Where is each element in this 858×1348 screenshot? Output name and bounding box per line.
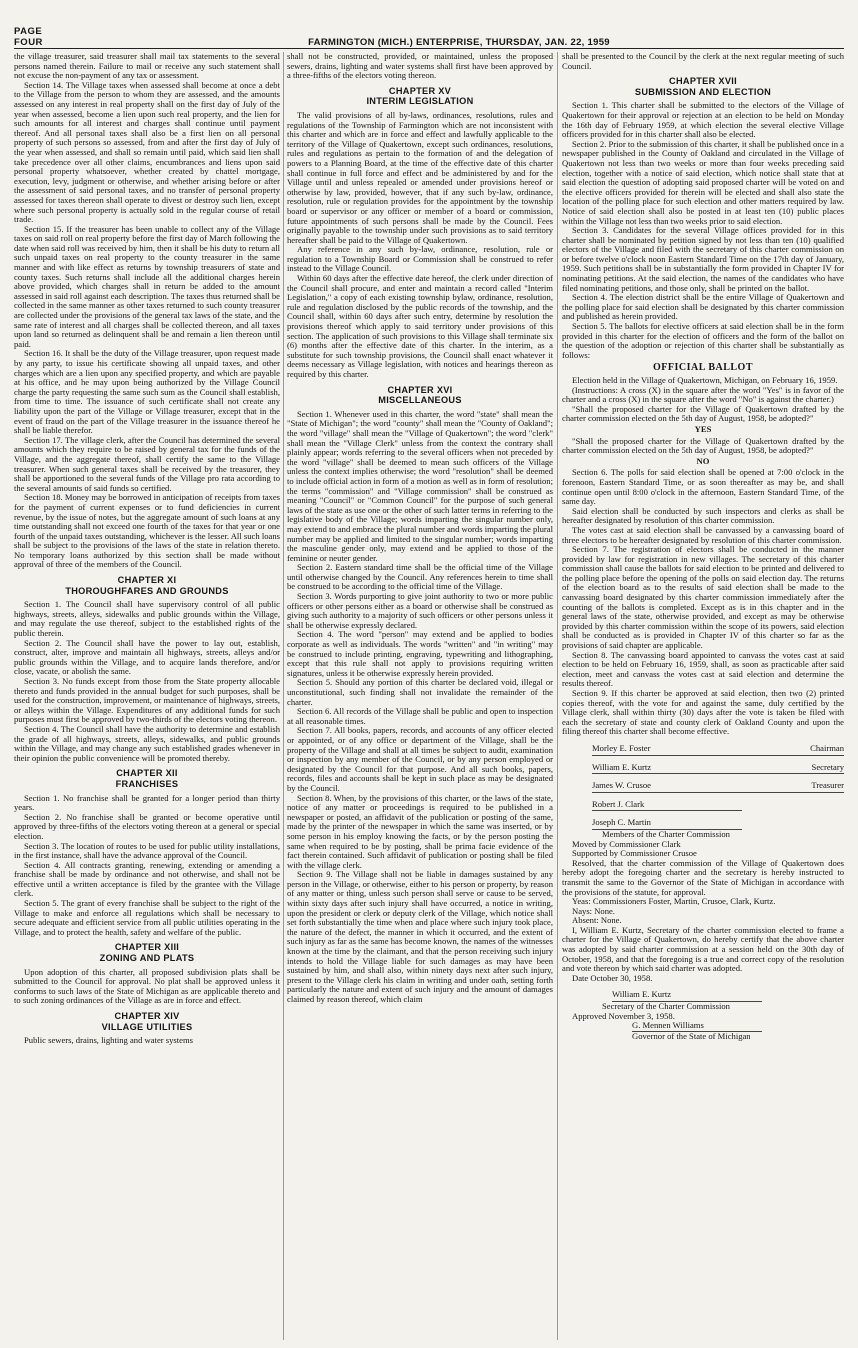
chapter-title: FRANCHISES xyxy=(115,778,179,789)
paragraph: Section 1. This charter shall be submitted to the electors of the Village of Quakertown for their approval or rejection at an election to be held on Monday the 16th day of February 1959, at which election the several elective Village officers provided for in this charter shall also be elected. xyxy=(562,100,844,140)
column-1 xyxy=(14,52,280,1342)
signature-name: William E. Kurtz xyxy=(592,761,652,772)
paragraph: (Instructions: A cross (X) in the square after the word "Yes" is in favor of the charter and a cross (X) in the square after the word "No" is against the charter.) xyxy=(562,384,844,405)
signature-line xyxy=(592,744,844,756)
newspaper-masthead: FARMINGTON (MICH.) ENTERPRISE, THURSDAY, JAN. 22, 1959 xyxy=(308,37,610,48)
moved-line: Moved by Commissioner Clark xyxy=(572,838,681,849)
chapter-title: THOROUGHFARES AND GROUNDS xyxy=(65,585,229,596)
paragraph: Section 8. The canvassing board appointed to canvass the votes cast at said election to be held on February 16, 1959, shall, as soon as practicable after said election, meet and canvass the votes cast at said election and determine the results thereof. xyxy=(562,649,844,689)
chapter-title: INTERIM LEGISLATION xyxy=(366,96,474,107)
paragraph: Section 5. The ballots for elective officers at said election shall be in the form provided in this charter for the election of officers and the form of the ballot on the question of the adoption or rejection of this charter shall be substantially as follows: xyxy=(562,321,844,360)
paragraph: Section 7. All books, papers, records, and accounts of any officer elected or appointed, or of any office or department of the Village, shall be the property of the Village and shall at all times be subject to audit, examination or inspection by any member of the Council, or by any person employed or designated by the Council for that purpose. And all such books, papers, records, files and accounts shall be kept in such place as may be designated by the Council. xyxy=(287,725,553,793)
paragraph: Section 5. The grant of every franchise shall be subject to the right of the Village to make and enforce all regulations which shall be necessary to secure adequate and efficient service from all public utilities operating in the Village, and to protect the health, safety and welfare of the public. xyxy=(14,898,280,937)
chapter-heading: CHAPTER XII xyxy=(116,768,178,779)
date-line: Date October 30, 1958. xyxy=(572,972,653,983)
paragraph: Section 8. When, by the provisions of this charter, or the laws of the state, notice of any matter or proceedings is required to be published in a newspaper or posted, an affidavit of the publication or posting of the same, made by the printer of the newspaper in which the same was inserted, or by some person in his employ knowing the facts, or by the person posting the same when required to be by posting, shall be prima facie evidence of the fact therein contained. Such affidavit of publication or posting shall be filed with the village clerk. xyxy=(287,792,553,870)
signature-name: James W. Crusoe xyxy=(592,780,651,791)
chapter-title: MISCELLANEOUS xyxy=(378,395,462,406)
signature-name: Morley E. Foster xyxy=(592,742,651,753)
signature-role: Secretary xyxy=(811,761,844,772)
section-18: Section 18. Money may be borrowed in anticipation of receipts from taxes for the payment of current expenses or to fund deficiencies in current revenue, by the issue of notes, but the aggregate amount of such loans at any time outstanding shall not exceed one fourth of the taxes for that year or one fourth of the unpaid taxes outstanding, whichever is the lesser. All such loans shall be subject to the provisions of the laws of the state in relation thereto. No temporary loans authorized by this section shall be made without approval of three of the members of the Council. xyxy=(14,492,280,570)
section-16: Section 16. It shall be the duty of the Village treasurer, upon request made by any party, to issue his certificate showing all unpaid taxes, and other charges which are a lien upon any specified property, and which are payable at his office, and he may upon being authorized by the Village Council charge the party requesting the same such sum as the Council shall establish, from time to time. The issuance of such certificate shall not create any liability upon the part of the Village or Village treasurer, except that in the event of fraud on the part of the Village treasurer in the issuance thereof he shall be liable therefor. xyxy=(14,348,280,436)
ballot-heading: OFFICIAL BALLOT xyxy=(652,362,754,374)
chapter-heading: CHAPTER XV xyxy=(388,85,452,96)
paragraph: Section 3. Words purporting to give joint authority to two or more public officers or other persons either as a board or otherwise shall be construed as giving such authority to a majority of such officers or other persons unless it shall be otherwise expressly declared. xyxy=(287,591,553,630)
approved-line: Approved November 3, 1958. xyxy=(572,1010,675,1021)
paragraph: Section 5. Should any portion of this charter be declared void, illegal or unconstitutional, such finding shall not invalidate the remainder of the charter. xyxy=(287,677,553,707)
paragraph: Section 1. Whenever used in this charter, the word "state" shall mean the "State of Michigan"; the word "county" shall mean the "County of Oakland"; the word "village" shall mean the "Village of Quakertown"; the word "clerk" shall mean the "Village Clerk" unless from the context the contrary shall plainly appear; words referring to the several officers when not preceded by the word "village" shall be deemed to mean such officers of the Village unless the context implies otherwise; the word "resolution" shall be deemed to include official action in form of a motion as well as in form of resolution; the terms "commission" and "Village commission" shall be construed as meaning "Council" or "Common Council" for the purpose of such general laws of the state as use one or the other of such latter terms in referring to the legislative body of the Village; words imparting the singular number only, may extend to and embrace the plural number and words imparting the plural number may be applied and limited to the singular number; words imparting the masculine gender only, may extend and be applied to those of the feminine or neuter gender. xyxy=(287,408,553,563)
section-15: Section 15. If the treasurer has been unable to collect any of the Village taxes on said roll on real property before the first day of March following the date when said roll was received by him, then it shall be his duty to return all such unpaid taxes on real property to the county treasurer in the same manner and with like effect as returns by township treasurers of state and county taxes. Such returns shall include all the additional charges herein above provided, which charges shall in return be added to the amount assessed in said roll against each description. The taxes thus returned shall be collected in the same manner as other taxes returned to such county treasurer are collected under the provisions of the general tax laws of the state, and the same rate of interest and all charges shall be collected thereon, and all taxes upon land so returned as delinquent shall be and remain a lien thereon until paid. xyxy=(14,223,280,349)
chapter-heading: CHAPTER XIII xyxy=(114,942,180,953)
absent-line: Absent: None. xyxy=(572,915,622,926)
paragraph: Election held in the Village of Quakertown, Michigan, on February 16, 1959. xyxy=(572,375,838,385)
resolution: Resolved, that the charter commission of the Village of Quakertown does hereby adopt the foregoing charter and the secretary is hereby instructed to transmit the same to the Governor of the State of Michigan in accordance with the provisions of the statute, for approval. xyxy=(562,857,844,897)
chapter-heading: CHAPTER XVI xyxy=(387,384,453,395)
paragraph: The votes cast at said election shall be canvassed by a canvassing board of three electors to be hereafter designated by resolution of this charter commission. xyxy=(562,524,844,545)
nays-line: Nays: None. xyxy=(572,905,615,916)
paragraph: Section 6. The polls for said election shall be opened at 7:00 o'clock in the forenoon, Eastern Standard Time, or as soon thereafter as may be, and shall continue open until 8:00 o'clock in the afternoon, Eastern Standard Time, of the same day. xyxy=(562,467,844,507)
paragraph: Section 7. The registration of electors shall be conducted in the manner provided by law for registration in new villages. The secretary of this charter commission shall cause the ballots for said election to be printed and delivered to the polling place before the opening of the polls on said election day. The returns of the election board as to the results of said election shall be made to the canvassing board designated by this charter commission immediately after the counting of the ballots is completed. Except as is in this chapter and in the general laws of the state, otherwise provided, and except as may be otherwise provided by this charter commission within the scope of its powers, said election shall be conducted as is provided in Chapter IV of this charter so far as the provisions of said chapter are applicable. xyxy=(562,544,844,651)
signature-name: G. Mennen Williams xyxy=(632,1021,762,1032)
paragraph: Section 6. All records of the Village shall be public and open to inspection at all reasonable times. xyxy=(287,706,553,726)
chapter-title: VILLAGE UTILITIES xyxy=(101,1021,193,1032)
column-3 xyxy=(562,52,844,1342)
paragraph: Within 60 days after the effective date hereof, the clerk under direction of the Council shall procure, and enter and maintain a record called "Interim Legislation," a copy of each existing township bylaw, ordinance, resolution, rule and regulation disclosed by the public records of the township, and the Council shall, within 60 days after such entry, determine by resolution the provisions thereof which apply to said territory under provisions of this section. The application of such provisions to this Village shall terminate six (6) months after the effective date of this charter. In the interim, as a substitute for such township provisions, the Council shall enact whatever it deems necessary as Village legislation, with notices and hearings thereon as required by this charter. xyxy=(287,273,553,379)
paragraph: Section 9. The Village shall not be liable in damages sustained by any person in the Village, or otherwise, either to his person or property, by reason of any matter or thing, unless such person shall serve or cause to be served, within sixty days after such injury shall have occurred, a notice in writing, upon the president or clerk or deputy clerk of the Village, which notice shall set forth substantially the time when and place where such injury took place, the nature of the defect, the manner in which it occurred, and the extent of such injury as far as the same has become known, the names of the witnesses known at the time by the claimant, and that the person receiving such injury intends to hold the Village liable for such damages as may have been sustained by him, and shall also, within ninety days next after such injury, present to the Village clerk his claim in writing and under oath, setting forth particularly the nature and extent of such injury and the amount of damages claimed by reason thereof, which claim xyxy=(287,869,553,1004)
paragraph: Section 3. Candidates for the several Village offices provided for in this charter shall be nominated by petition signed by not less than ten (10) qualified electors of the Village and filed with the secretary of this charter commission on or before twelve o'clock noon Eastern Standard Time on the 17th day of January, 1959. Such petitions shall be in substantially the form provided in Chapter IV for nominating petitions. At the said election, the names of the candidates who have filed nominating petitions, and those only, shall be printed on the ballot. xyxy=(562,225,844,293)
signature-line xyxy=(592,781,844,793)
paragraph: Section 1. No franchise shall be granted for a longer period than thirty years. xyxy=(14,792,280,813)
ballot-question: "Shall the proposed charter for the Village of Quakertown drafted by the charter commission elected on the 5th day of August, 1958, be adopted?" xyxy=(562,403,844,424)
signature-name: William E. Kurtz xyxy=(612,990,762,1002)
paragraph: Section 1. The Council shall have supervisory control of all public highways, streets, alleys, sidewalks and public grounds within the Village, and may regulate the use thereof, subject to the established rights of the public therein. xyxy=(14,599,280,639)
paragraph: Section 9. If this charter be approved at said election, then two (2) printed copies thereof, with the vote for and against the same, duly certified by the Village clerk, shall within thirty (30) days after the vote is taken be filed with each the secretary of state and county clerk of Oakland County and upon the filing thereof this charter shall become effective. xyxy=(562,688,844,737)
paragraph: Any reference in any such by-law, ordinance, resolution, rule or regulation to a Township Board or Commission shall be construed to refer instead to the Village Council. xyxy=(287,244,553,274)
paragraph: Section 4. The word "person" may extend and be applied to bodies corporate as well as individuals. The words "written" and "in writing" may be construed to include printing, engraving, typewriting and lithographing, except that this rule shall not apply to provisions requiring written signatures, unless it be otherwise expressly herein provided. xyxy=(287,629,553,678)
column-divider xyxy=(283,52,284,1340)
page-number: PAGE FOUR xyxy=(14,26,43,48)
paragraph: Section 2. The Council shall have the power to lay out, establish, construct, alter, improve and maintain all highways, streets, alleys and/or public grounds within the Village, and to acquire lands therefore, and/or close, vacate, or abolish the same. xyxy=(14,637,280,677)
paragraph: Public sewers, drains, lighting and water systems xyxy=(24,1035,193,1046)
paragraph: Upon adoption of this charter, all proposed subdivision plats shall be submitted to the Council for approval. No plat shall be approved unless it conforms to such laws of the State of Michigan as are applicable thereto and to such zoning ordinances of the Village as are in force and effect. xyxy=(14,966,280,1006)
paragraph: Section 3. No funds except from those from the State property allocable thereto and funds provided in the annual budget for such purposes, shall be used for the construction, improvement, or maintenance of highways, streets, or alleys within the Village. Expenditures of any additional funds for such purposes must first be approved by two-thirds of the electors voting thereon. xyxy=(14,676,280,725)
paragraph: shall not be constructed, provided, or maintained, unless the proposed sewers, drains, lighting and water systems shall first have been approved by a three-fifths of the electors voting thereon. xyxy=(287,52,553,81)
signature-role: Governor of the State of Michigan xyxy=(632,1030,751,1041)
paragraph: Said election shall be conducted by such inspectors and clerks as shall be hereafter designated by resolution of this charter commission. xyxy=(562,505,844,526)
ballot-no-label: NO xyxy=(696,455,710,466)
paragraph: shall be presented to the Council by the clerk at the next regular meeting of such Council. xyxy=(562,52,844,71)
chapter-title: SUBMISSION AND ELECTION xyxy=(634,86,772,97)
paragraph: Section 2. No franchise shall be granted or become operative until approved by three-fifths of the electors voting thereon at a general or special election. xyxy=(14,811,280,841)
signature-role: Chairman xyxy=(810,742,844,753)
governor-signature xyxy=(632,1021,844,1041)
certification: I, William E. Kurtz, Secretary of the charter commission elected to frame a charter for the Village of Quakertown, do hereby certify that the above charter was adopted by said charter commission at a session held on the 30th day of October, 1958, and that the foregoing is a true and correct copy of the resolution and vote thereon by which said charter was adopted. xyxy=(562,924,844,974)
signature-name: Joseph C. Martin xyxy=(592,818,742,830)
column-divider xyxy=(557,52,558,1340)
chapter-title: ZONING AND PLATS xyxy=(99,953,195,964)
signature-line xyxy=(592,763,844,775)
supported-line: Supported by Commissioner Crusoe xyxy=(572,848,697,859)
column-2 xyxy=(287,52,553,1342)
section-14: Section 14. The Village taxes when assessed shall become at once a debt to the Village from the person to whom they are assessed, and the amounts assessed on any interest in real property shall on the first day of July of the year when assessed, become a lien upon such real property, and the lien for such amounts for all interest and charges shall continue until payment thereof. And all personal taxes shall also be a first lien on all personal property of such persons so assessed, from and after the first day of July of the year when assessed, and shall so remain until paid, which said lien shall take precedence over all other claims, encumbrances and liens upon said personal property whatsoever, whether created by chattel mortgage, execution, levy, judgment or otherwise, and whether arising before or after the assessment of said personal taxes, and no transfer of personal property assessed for taxes thereon shall operate to divest or destroy such lien, except where such personal property is actually sold in the regular course of retail trade. xyxy=(14,79,280,225)
members-label: Members of the Charter Commission xyxy=(602,828,730,839)
chapter-heading: CHAPTER XIV xyxy=(114,1011,180,1021)
chapter-heading: CHAPTER XI xyxy=(117,575,177,586)
paragraph: Section 3. The location of routes to be used for public utility installations, in the first instance, shall have the advance approval of the Council. xyxy=(14,840,280,861)
paragraph: Section 4. All contracts granting, renewing, extending or amending a franchise shall be made by ordinance and not otherwise, and shall not be effective until a written acceptance is filed by the grantee with the Village clerk. xyxy=(14,859,280,899)
signature-name: Robert J. Clark xyxy=(592,800,742,812)
page-header xyxy=(14,26,844,49)
paragraph: Section 4. The election district shall be the entire Village of Quakertown and the polling place for said election shall be designated by this charter commission and published as herein provided. xyxy=(562,292,844,322)
section-17: Section 17. The village clerk, after the Council has determined the several amounts which they require to be raised by general tax for the funds of the Village, and the aggregate thereof, shall certify the same to the Village treasurer. When such general taxes shall be received by the treasurer, they shall be apportioned to the several funds of the Village pro rata according to the several amounts of said funds so certified. xyxy=(14,434,280,493)
ballot-question: "Shall the proposed charter for the Village of Quakertown drafted by the charter commission elected on the 5th day of August, 1958, be adopted?" xyxy=(562,435,844,456)
signature-role: Treasurer xyxy=(811,780,844,791)
paragraph: the village treasurer, said treasurer shall mail tax statements to the several persons named therein. Failure to mail or receive any such statement shall not excuse the non-payment of any tax or assessment. xyxy=(14,52,280,81)
paragraph: Section 2. Eastern standard time shall be the official time of the Village until otherwise changed by the Council. Any references herein to time shall be construed to be according to the official time of the Village. xyxy=(287,562,553,592)
yeas-line: Yeas: Commissioners Foster, Martin, Crusoe, Clark, Kurtz. xyxy=(572,896,776,907)
paragraph: Section 2. Prior to the submission of this charter, it shall be published once in a newspaper published in the County of Oakland and circulated in the Village of Quakertown not less than two weeks or more than four weeks preceding said election, together with a notice of said election, which notice shall state that at said election the question of adopting said proposed charter will be voted on and the elective officers provided for therein will be elected and shall also state the location of the polling place for such election and other matters required by law. Notice of said election shall also be posted in at least ten (10) public places within the Village not less than two weeks prior to said election. xyxy=(562,138,844,226)
ballot-yes-label: YES xyxy=(694,423,712,434)
chapter-heading: CHAPTER XVII xyxy=(669,76,737,87)
paragraph: The valid provisions of all by-laws, ordinances, resolutions, rules and regulations of the Township of Farmington which are not inconsistent with this charter and which are in force and effect and lawfully applicable to the territory of the Village of Quakertown, except such ordinances, resolutions, rules and regulations as pertain to the formation of and the delegation of powers to a Planning Board, at the time of the effective date of this charter shall continue in full force and effect and be administered by and for the Village until and unless repealed or amended under provisions hereof or otherwise by law, provided, however, that if any such by-law, ordinance, resolution, rule or regulation provides for the appointment by the township board or supervisor or any officer or member of a board or commission, future appointments of such persons shall be made by the Council. Fees originally payable to the township under such provisions as to said territory hereafter shall be paid to the Village of Quakertown. xyxy=(287,109,553,245)
signature-role: Secretary of the Charter Commission xyxy=(602,1001,730,1012)
paragraph: Section 4. The Council shall have the authority to determine and establish the grade of all highways, streets, alleys, sidewalks, and public grounds within the Village, and may change any such established grades whenever in their opinion the public convenience will be promoted thereby. xyxy=(14,723,280,763)
